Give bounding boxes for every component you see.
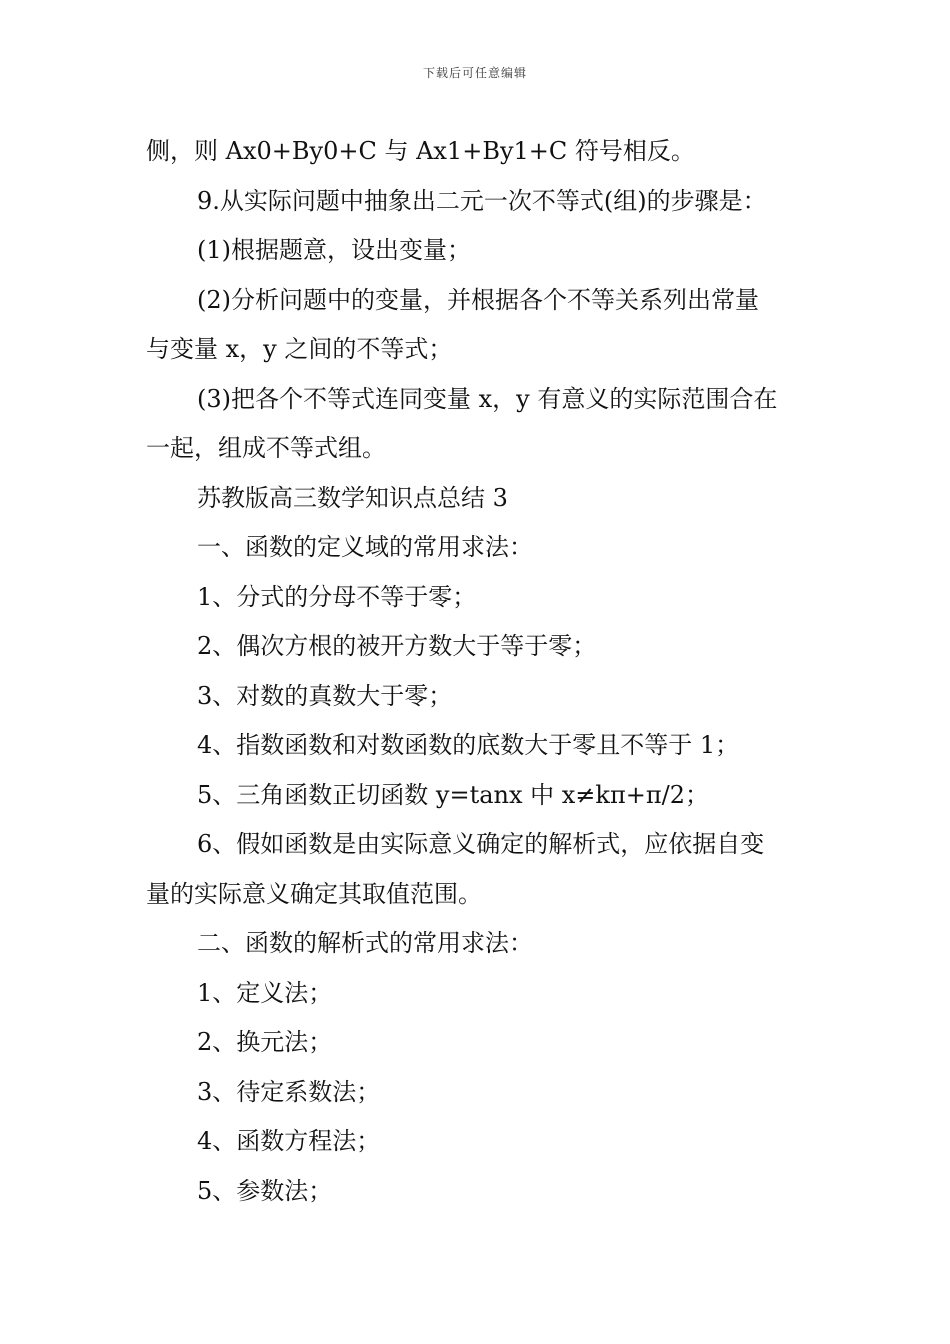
list-item: 4、指数函数和对数函数的底数大于零且不等于 1； xyxy=(197,731,740,759)
list-item: 2、偶次方根的被开方数大于等于零； xyxy=(197,632,597,660)
text-line: (3)把各个不等式连同变量 x，y 有意义的实际范围合在 xyxy=(197,384,778,413)
list-item: 1、定义法； xyxy=(197,978,333,1007)
text-line: 量的实际意义确定其取值范围。 xyxy=(146,879,482,908)
text-line: 9.从实际问题中抽象出二元一次不等式(组)的步骤是： xyxy=(197,186,767,215)
list-item: 6、假如函数是由实际意义确定的解析式，应依据自变 xyxy=(197,830,765,858)
section-heading: 二、函数的解析式的常用求法： xyxy=(197,929,533,957)
list-item: 3、待定系数法； xyxy=(197,1077,381,1106)
text-line: (1)根据题意，设出变量； xyxy=(197,236,471,264)
page-header: 下载后可任意编辑 xyxy=(422,66,527,80)
section-heading: 一、函数的定义域的常用求法： xyxy=(197,533,533,561)
list-item: 2、换元法； xyxy=(197,1028,333,1056)
list-item: 5、参数法； xyxy=(197,1176,333,1205)
list-item: 1、分式的分母不等于零； xyxy=(197,582,477,611)
list-item: 3、对数的真数大于零； xyxy=(197,681,453,710)
section-title: 苏教版高三数学知识点总结 3 xyxy=(197,483,508,512)
text-line: 与变量 x，y 之间的不等式； xyxy=(146,335,453,363)
text-line: (2)分析问题中的变量，并根据各个不等关系列出常量 xyxy=(197,285,759,314)
list-item: 5、三角函数正切函数 y=tanx 中 x≠kπ+π/2； xyxy=(197,780,709,809)
list-item: 4、函数方程法； xyxy=(197,1127,381,1155)
text-line: 侧，则 Ax0+By0+C 与 Ax1+By1+C 符号相反。 xyxy=(146,137,695,165)
text-line: 一起，组成不等式组。 xyxy=(146,434,386,462)
document-body xyxy=(146,127,810,1216)
